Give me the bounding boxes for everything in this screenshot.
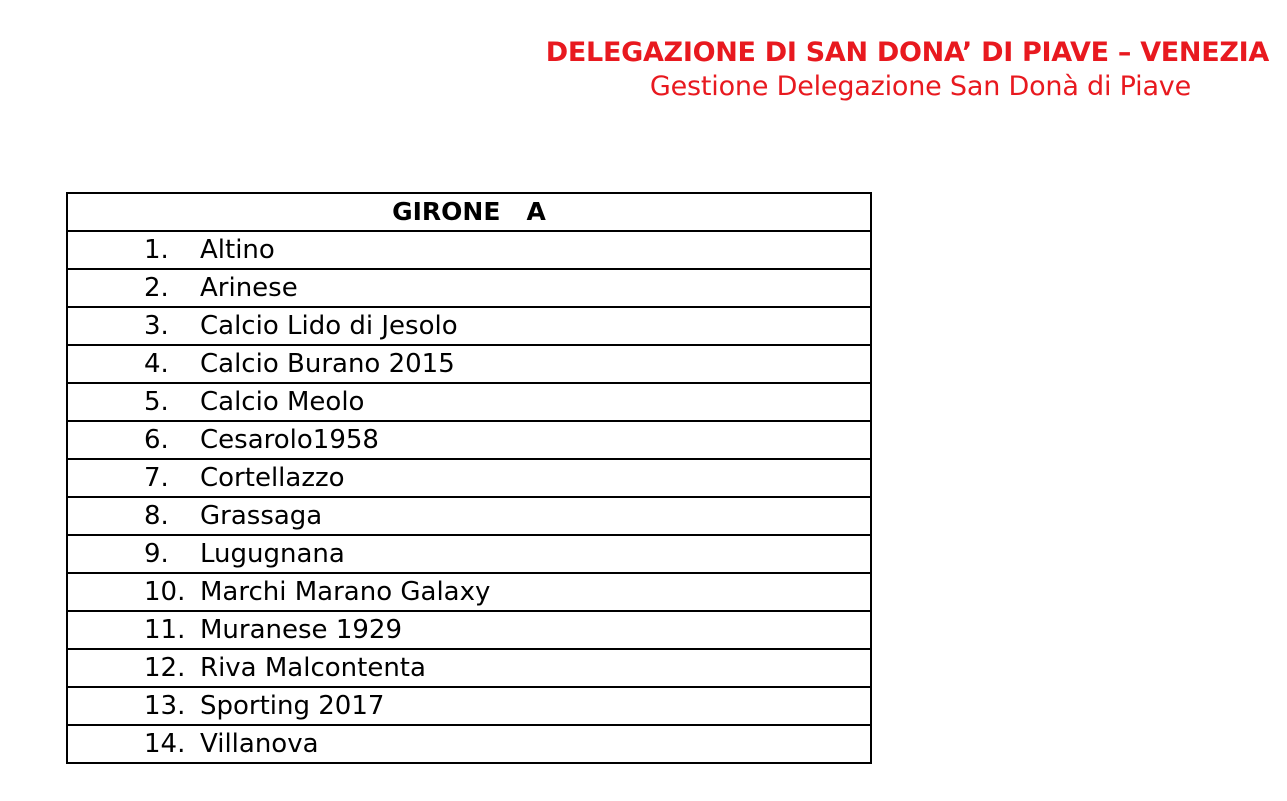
team-name: Marchi Marano Galaxy: [200, 577, 491, 607]
row-number: 11.: [144, 615, 186, 645]
team-name: Villanova: [200, 729, 319, 759]
row-number: 12.: [144, 653, 186, 683]
table-row: [67, 421, 871, 459]
team-name: Calcio Lido di Jesolo: [200, 311, 458, 341]
team-name: Calcio Burano 2015: [200, 349, 455, 379]
row-number: 6.: [144, 425, 169, 455]
table-row: [67, 611, 871, 649]
row-number: 7.: [144, 463, 169, 493]
table-row: [67, 231, 871, 269]
table-row: [67, 573, 871, 611]
team-name: Altino: [200, 235, 275, 265]
table-row: [67, 269, 871, 307]
table-header-row: [67, 193, 871, 231]
team-name: Arinese: [200, 273, 298, 303]
row-number: 3.: [144, 311, 169, 341]
girone-heading: GIRONE A: [67, 193, 871, 231]
table-row: [67, 649, 871, 687]
team-name: Cesarolo1958: [200, 425, 379, 455]
table-row: [67, 383, 871, 421]
row-number: 8.: [144, 501, 169, 531]
team-name: Lugugnana: [200, 539, 345, 569]
table-row: [67, 307, 871, 345]
row-number: 14.: [144, 729, 186, 759]
table-row: [67, 497, 871, 535]
row-number: 5.: [144, 387, 169, 417]
team-name: Cortellazzo: [200, 463, 345, 493]
table-row: [67, 459, 871, 497]
delegation-subtitle: Gestione Delegazione San Donà di Piave: [649, 71, 1191, 102]
team-name: Riva Malcontenta: [200, 653, 426, 683]
delegation-title: DELEGAZIONE DI SAN DONA’ DI PIAVE – VENEZIA: [545, 37, 1269, 68]
team-name: Sporting 2017: [200, 691, 385, 721]
team-name: Grassaga: [200, 501, 323, 531]
row-number: 9.: [144, 539, 169, 569]
row-number: 10.: [144, 577, 186, 607]
team-list: [67, 231, 871, 763]
girone-table: [66, 192, 872, 764]
table-row: [67, 725, 871, 763]
row-number: 13.: [144, 691, 186, 721]
team-name: Muranese 1929: [200, 615, 402, 645]
table-row: [67, 535, 871, 573]
table-row: [67, 687, 871, 725]
team-name: Calcio Meolo: [200, 387, 365, 417]
table-row: [67, 345, 871, 383]
row-number: 1.: [144, 235, 169, 265]
row-number: 4.: [144, 349, 169, 379]
document-header: [449, 36, 1269, 104]
row-number: 2.: [144, 273, 169, 303]
